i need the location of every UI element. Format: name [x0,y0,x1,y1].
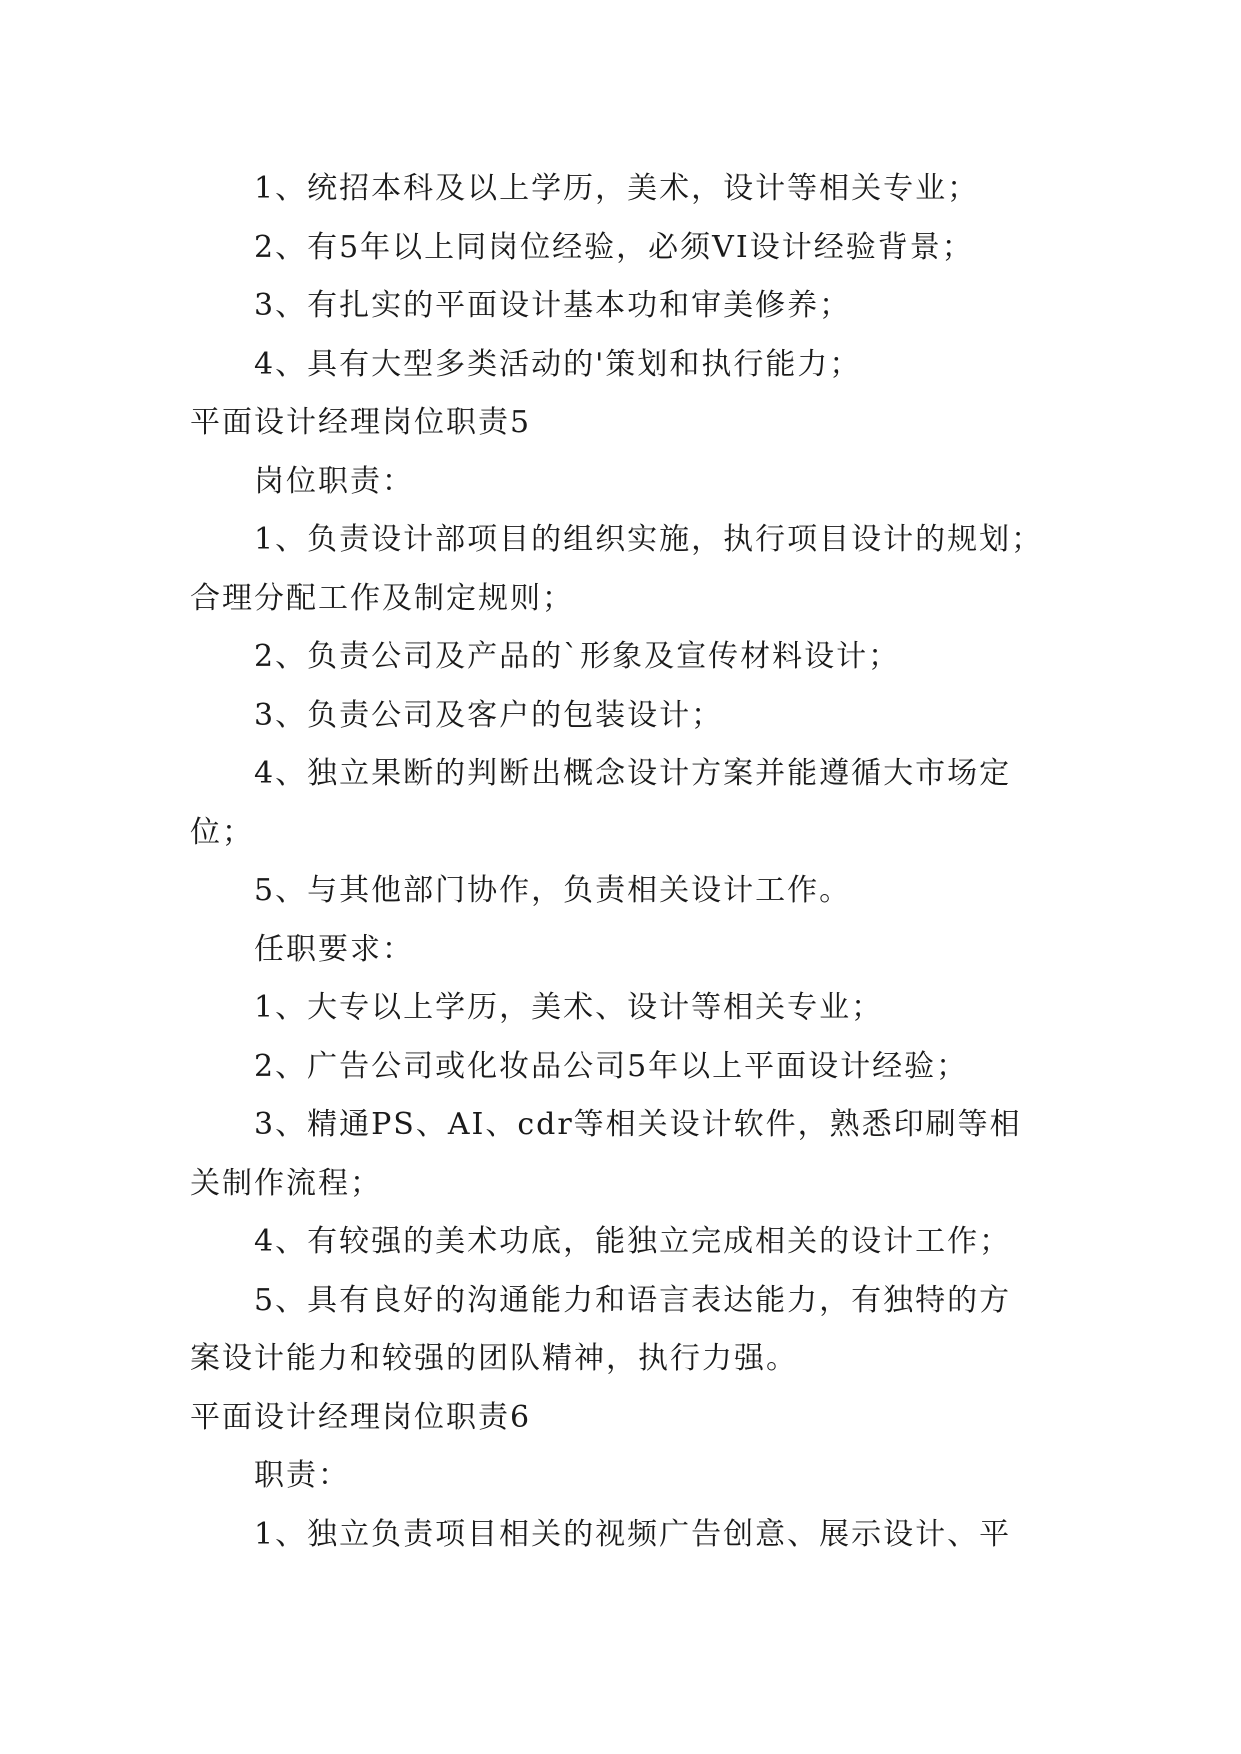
text-line: 4、具有大型多类活动的'策划和执行能力； [254,346,862,382]
text-line-continuation: 关制作流程； [190,1165,382,1201]
text-line-continuation: 合理分配工作及制定规则； [190,580,574,616]
text-line: 3、精通PS、AI、cdr等相关设计软件，熟悉印刷等相 [254,1107,1022,1142]
text-line: 1、大专以上学历，美术、设计等相关专业； [254,990,884,1025]
text-line: 1、统招本科及以上学历，美术，设计等相关专业； [254,171,980,206]
section-heading: 平面设计经理岗位职责6 [190,1399,532,1435]
text-line: 5、具有良好的沟通能力和语言表达能力，有独特的方 [254,1282,1012,1318]
text-line: 3、有扎实的平面设计基本功和审美修养； [254,288,852,323]
text-line-continuation: 案设计能力和较强的团队精神，执行力强。 [190,1341,798,1376]
subsection-label: 岗位职责： [254,463,414,499]
subsection-label: 职责： [254,1458,350,1493]
section-heading: 平面设计经理岗位职责5 [190,405,532,440]
text-line: 2、广告公司或化妆品公司5年以上平面设计经验； [254,1048,969,1084]
text-line: 1、负责设计部项目的组织实施，执行项目设计的规划； [254,522,1044,557]
text-line: 2、负责公司及产品的`形象及宣传材料设计； [254,639,901,674]
text-line: 4、有较强的美术功底，能独立完成相关的设计工作； [254,1224,1012,1259]
text-line: 2、有5年以上同岗位经验，必须VI设计经验背景； [254,229,974,265]
text-line: 3、负责公司及客户的包装设计； [254,697,724,733]
document-body [190,160,1050,1564]
subsection-label: 任职要求： [254,931,414,967]
text-line: 5、与其他部门协作，负责相关设计工作。 [254,873,852,908]
text-line: 4、独立果断的判断出概念设计方案并能遵循大市场定 [254,756,1012,791]
text-line: 1、独立负责项目相关的视频广告创意、展示设计、平 [254,1516,1012,1552]
text-line-continuation: 位； [190,814,254,850]
